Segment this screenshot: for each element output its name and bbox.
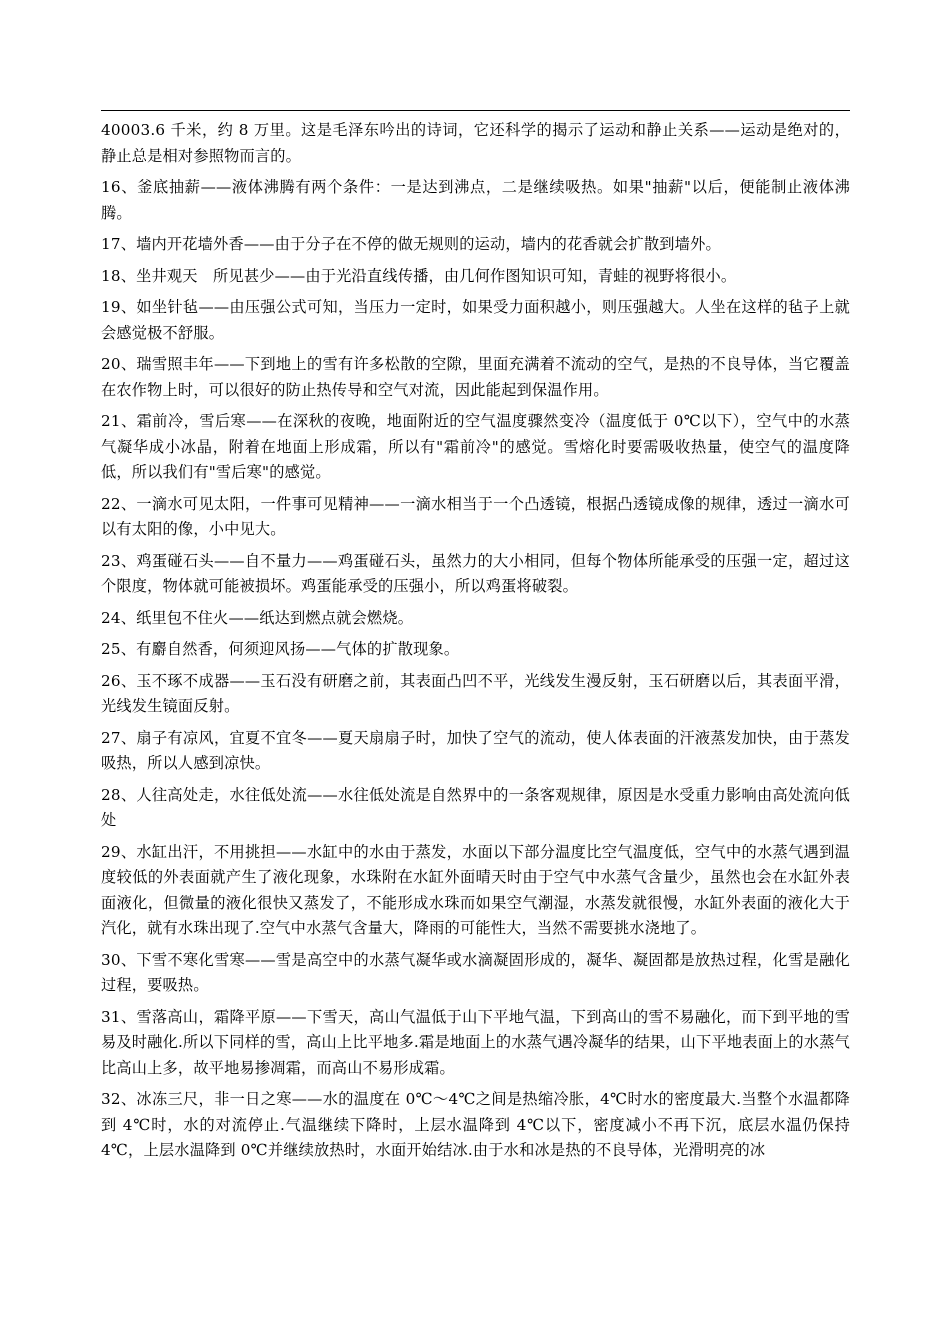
- paragraph-30: 30、下雪不寒化雪寒——雪是高空中的水蒸气凝华或水滴凝固形成的，凝华、凝固都是放热过程，化雪是融化过程，要吸热。: [101, 950, 850, 994]
- paragraph-17: 17、墙内开花墙外香——由于分子在不停的做无规则的运动，墙内的花香就会扩散到墙外。: [101, 235, 721, 253]
- paragraph-23: 23、鸡蛋碰石头——自不量力——鸡蛋碰石头，虽然力的大小相同，但每个物体所能承受的压强一定，超过这个限度，物体就可能被损坏。鸡蛋能承受的压强小，所以鸡蛋将破裂。: [101, 551, 850, 595]
- paragraph-19: 19、如坐针毡——由压强公式可知，当压力一定时，如果受力面积越小，则压强越大。人坐在这样的毡子上就会感觉极不舒服。: [101, 298, 850, 342]
- paragraph-31: 31、雪落高山，霜降平原——下雪天，高山气温低于山下平地气温，下到高山的雪不易融化，而下到平地的雪易及时融化.所以下同样的雪，高山上比平地多.霜是地面上的水蒸气遇冷凝华的结果，山下平地表面上的水蒸气比高山上多，故平地易掺凋霜，而高山不易形成霜。: [101, 1007, 850, 1077]
- paragraph-21: 21、霜前冷，雪后寒——在深秋的夜晚，地面附近的空气温度骤然变冷（温度低于 0℃以下），空气中的水蒸气凝华成小冰晶，附着在地面上形成霜，所以有"霜前冷"的感觉。雪熔化时要需吸收热量，使空气的温度降低，所以我们有"雪后寒"的感觉。: [101, 412, 850, 481]
- paragraph-24: 24、纸里包不住火——纸达到燃点就会燃烧。: [101, 608, 414, 627]
- paragraph-27: 27、扇子有凉风，宜夏不宜冬——夏天扇扇子时，加快了空气的流动，使人体表面的汗液蒸发加快，由于蒸发吸热，所以人感到凉快。: [101, 728, 850, 772]
- paragraph-22: 22、一滴水可见太阳，一件事可见精神——一滴水相当于一个凸透镜，根据凸透镜成像的规律，透过一滴水可以有太阳的像，小中见大。: [101, 494, 850, 538]
- paragraph-continuation: 40003.6 千米，约 8 万里。这是毛泽东吟出的诗词，它还科学的揭示了运动和静止关系——运动是绝对的，静止总是相对参照物而言的。: [101, 121, 850, 165]
- paragraph-26: 26、玉不琢不成器——玉石没有研磨之前，其表面凸凹不平，光线发生漫反射，玉石研磨以后，其表面平滑，光线发生镜面反射。: [101, 671, 850, 715]
- paragraph-29: 29、水缸出汗，不用挑担——水缸中的水由于蒸发，水面以下部分温度比空气温度低，空气中的水蒸气遇到温度较低的外表面就产生了液化现象，水珠附在水缸外面晴天时由于空气中水蒸气含量少，虽然也会在水缸外表面液化，但微量的液化很快又蒸发了，不能形成水珠而如果空气潮湿，水蒸发就很慢，水缸外表面的液化大于汽化，就有水珠出现了.空气中水蒸气含量大，降雨的可能性大，当然不需要挑水浇地了。: [101, 842, 850, 937]
- paragraph-25: 25、有麝自然香，何须迎风扬——气体的扩散现象。: [101, 640, 460, 658]
- paragraph-28: 28、人往高处走，水往低处流——水往低处流是自然界中的一条客观规律，原因是水受重力影响由高处流向低处: [101, 785, 850, 829]
- paragraph-32: 32、冰冻三尺，非一日之寒——水的温度在 0℃～4℃之间是热缩冷胀，4℃时水的密度最大.当整个水温都降到 4℃时，水的对流停止.气温继续下降时，上层水温降到 4℃以下，密度减小不再下沉，底层水温仍保持 4℃，上层水温降到 0℃并继续放热时，水面开始结冰.由于水和冰是热的不良导体，光滑明亮的冰: [101, 1090, 850, 1159]
- paragraph-16: 16、釜底抽薪——液体沸腾有两个条件：一是达到沸点，二是继续吸热。如果"抽薪"以后，便能制止液体沸腾。: [101, 178, 850, 222]
- document-body: [101, 118, 850, 1170]
- header-rule: [101, 110, 850, 111]
- paragraph-18: 18、坐井观天 所见甚少——由于光沿直线传播，由几何作图知识可知，青蛙的视野将很小。: [101, 266, 737, 285]
- paragraph-20: 20、瑞雪照丰年——下到地上的雪有许多松散的空隙，里面充满着不流动的空气，是热的不良导体，当它覆盖在农作物上时，可以很好的防止热传导和空气对流，因此能起到保温作用。: [101, 355, 850, 399]
